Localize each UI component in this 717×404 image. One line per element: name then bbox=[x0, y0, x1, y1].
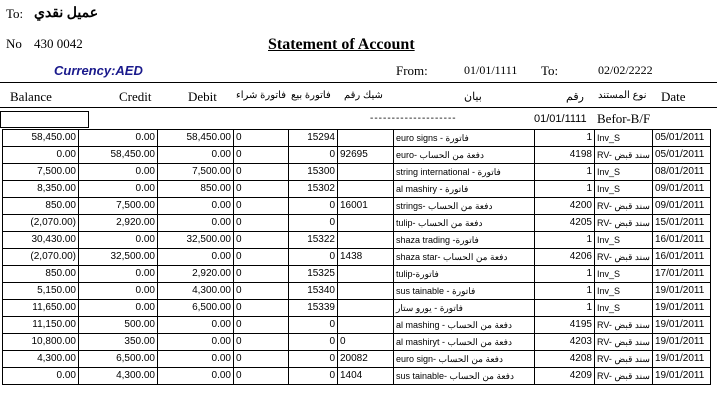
page-title: Statement of Account bbox=[268, 36, 415, 53]
to-label: To: bbox=[6, 6, 24, 21]
table-row bbox=[3, 181, 711, 198]
from-label: From: bbox=[396, 63, 428, 78]
table-row bbox=[3, 147, 711, 164]
opening-date: 01/01/1111 bbox=[534, 113, 587, 125]
cell-cheque-no: 16001 bbox=[338, 198, 394, 215]
table-row bbox=[3, 283, 711, 300]
cell-number: 4200 bbox=[535, 198, 595, 215]
cell-sales-invoice: 0 bbox=[289, 368, 338, 385]
cell-description: shaza trading -فاتورة bbox=[394, 232, 535, 249]
cell-balance: 10,800.00 bbox=[3, 334, 79, 351]
cell-date: 19/01/2011 bbox=[653, 283, 711, 300]
cell-purchase-invoice: 0 bbox=[234, 317, 289, 334]
cell-credit: 2,920.00 bbox=[79, 215, 158, 232]
cell-sales-invoice: 15339 bbox=[289, 300, 338, 317]
table-row bbox=[3, 130, 711, 147]
table-row bbox=[3, 334, 711, 351]
cell-number: 1 bbox=[535, 130, 595, 147]
cell-doc-type: RV- سند قبض bbox=[595, 198, 653, 215]
cell-cheque-no: 0 bbox=[338, 334, 394, 351]
cell-number: 4205 bbox=[535, 215, 595, 232]
col-doc-type: نوع المستند bbox=[598, 90, 647, 101]
cell-number: 1 bbox=[535, 266, 595, 283]
cell-debit: 850.00 bbox=[158, 181, 234, 198]
col-cheque-no: شيك رقم bbox=[344, 90, 383, 101]
col-description: بيان bbox=[464, 91, 482, 103]
cell-cheque-no bbox=[338, 130, 394, 147]
cell-number: 4209 bbox=[535, 368, 595, 385]
header-divider-bottom bbox=[0, 107, 717, 108]
cell-number: 4198 bbox=[535, 147, 595, 164]
cell-debit: 6,500.00 bbox=[158, 300, 234, 317]
cell-doc-type: RV- سند قبض bbox=[595, 368, 653, 385]
cell-debit: 0.00 bbox=[158, 317, 234, 334]
statement-number: 430 0042 bbox=[34, 36, 83, 51]
cell-doc-type: Inv_S bbox=[595, 232, 653, 249]
col-balance: Balance bbox=[10, 89, 52, 104]
no-label: No bbox=[6, 36, 22, 51]
table-row bbox=[3, 368, 711, 385]
col-number: رقم bbox=[566, 91, 584, 103]
cell-sales-invoice: 15322 bbox=[289, 232, 338, 249]
cell-purchase-invoice: 0 bbox=[234, 181, 289, 198]
cell-number: 1 bbox=[535, 181, 595, 198]
cell-sales-invoice: 0 bbox=[289, 351, 338, 368]
cell-date: 19/01/2011 bbox=[653, 317, 711, 334]
cell-credit: 350.00 bbox=[79, 334, 158, 351]
cell-credit: 0.00 bbox=[79, 266, 158, 283]
cell-sales-invoice: 0 bbox=[289, 249, 338, 266]
cell-debit: 0.00 bbox=[158, 215, 234, 232]
cell-credit: 0.00 bbox=[79, 130, 158, 147]
cell-sales-invoice: 15340 bbox=[289, 283, 338, 300]
cell-sales-invoice: 0 bbox=[289, 198, 338, 215]
cell-doc-type: RV- سند قبض bbox=[595, 147, 653, 164]
cell-doc-type: Inv_S bbox=[595, 130, 653, 147]
cell-cheque-no bbox=[338, 181, 394, 198]
cell-balance: (2,070.00) bbox=[3, 215, 79, 232]
cell-balance: 5,150.00 bbox=[3, 283, 79, 300]
cell-balance: 850.00 bbox=[3, 198, 79, 215]
cell-cheque-no bbox=[338, 300, 394, 317]
cell-number: 1 bbox=[535, 300, 595, 317]
cell-date: 16/01/2011 bbox=[653, 249, 711, 266]
cell-sales-invoice: 0 bbox=[289, 334, 338, 351]
cell-debit: 2,920.00 bbox=[158, 266, 234, 283]
cell-debit: 7,500.00 bbox=[158, 164, 234, 181]
cell-debit: 0.00 bbox=[158, 334, 234, 351]
cell-cheque-no bbox=[338, 232, 394, 249]
cell-purchase-invoice: 0 bbox=[234, 147, 289, 164]
cell-number: 4203 bbox=[535, 334, 595, 351]
cell-purchase-invoice: 0 bbox=[234, 266, 289, 283]
table-row bbox=[3, 351, 711, 368]
cell-balance: 11,150.00 bbox=[3, 317, 79, 334]
col-purchase-invoice: فاتورة شراء bbox=[236, 90, 286, 101]
cell-description: strings- دفعة من الحساب bbox=[394, 198, 535, 215]
cell-credit: 4,300.00 bbox=[79, 368, 158, 385]
cell-date: 19/01/2011 bbox=[653, 334, 711, 351]
table-row bbox=[3, 266, 711, 283]
cell-description: al mashiry - فاتورة bbox=[394, 181, 535, 198]
cell-doc-type: Inv_S bbox=[595, 164, 653, 181]
cell-description: euro signs - فاتورة bbox=[394, 130, 535, 147]
cell-debit: 0.00 bbox=[158, 351, 234, 368]
cell-balance: 8,350.00 bbox=[3, 181, 79, 198]
cell-date: 16/01/2011 bbox=[653, 232, 711, 249]
cell-credit: 0.00 bbox=[79, 300, 158, 317]
cell-doc-type: RV- سند قبض bbox=[595, 317, 653, 334]
cell-purchase-invoice: 0 bbox=[234, 198, 289, 215]
cell-purchase-invoice: 0 bbox=[234, 283, 289, 300]
cell-purchase-invoice: 0 bbox=[234, 334, 289, 351]
cell-credit: 58,450.00 bbox=[79, 147, 158, 164]
cell-cheque-no: 92695 bbox=[338, 147, 394, 164]
cell-balance: 11,650.00 bbox=[3, 300, 79, 317]
cell-balance: 7,500.00 bbox=[3, 164, 79, 181]
to-date: 02/02/2222 bbox=[598, 63, 653, 77]
cell-balance: 0.00 bbox=[3, 368, 79, 385]
cell-doc-type: Inv_S bbox=[595, 300, 653, 317]
cell-debit: 4,300.00 bbox=[158, 283, 234, 300]
col-debit: Debit bbox=[188, 89, 217, 104]
cell-date: 05/01/2011 bbox=[653, 147, 711, 164]
cell-description: sus tainable- دفعة من الحساب bbox=[394, 368, 535, 385]
cell-doc-type: Inv_S bbox=[595, 283, 653, 300]
cell-number: 4206 bbox=[535, 249, 595, 266]
cell-balance: 850.00 bbox=[3, 266, 79, 283]
cell-credit: 0.00 bbox=[79, 283, 158, 300]
cell-number: 1 bbox=[535, 164, 595, 181]
cell-purchase-invoice: 0 bbox=[234, 368, 289, 385]
cell-number: 4208 bbox=[535, 351, 595, 368]
table-row bbox=[3, 215, 711, 232]
cell-description: tulip- دفعة من الحساب bbox=[394, 215, 535, 232]
cell-description: al mashing - دفعة من الحساب bbox=[394, 317, 535, 334]
cell-description: فاتورة - يورو ستار bbox=[394, 300, 535, 317]
header-divider-top bbox=[0, 82, 717, 83]
cell-debit: 32,500.00 bbox=[158, 232, 234, 249]
table-row bbox=[3, 317, 711, 334]
cell-doc-type: RV- سند قبض bbox=[595, 215, 653, 232]
cell-cheque-no bbox=[338, 266, 394, 283]
cell-purchase-invoice: 0 bbox=[234, 232, 289, 249]
cell-date: 08/01/2011 bbox=[653, 164, 711, 181]
cell-balance: 58,450.00 bbox=[3, 130, 79, 147]
cell-sales-invoice: 15300 bbox=[289, 164, 338, 181]
col-credit: Credit bbox=[119, 89, 152, 104]
cell-doc-type: RV- سند قبض bbox=[595, 249, 653, 266]
cell-credit: 0.00 bbox=[79, 232, 158, 249]
cell-purchase-invoice: 0 bbox=[234, 130, 289, 147]
cell-credit: 0.00 bbox=[79, 181, 158, 198]
cell-date: 19/01/2011 bbox=[653, 351, 711, 368]
cell-purchase-invoice: 0 bbox=[234, 300, 289, 317]
cell-date: 17/01/2011 bbox=[653, 266, 711, 283]
opening-balance-box bbox=[0, 111, 89, 128]
opening-dashes: -------------------- bbox=[370, 113, 457, 124]
opening-label: Befor-B/F bbox=[597, 111, 651, 126]
cell-debit: 0.00 bbox=[158, 147, 234, 164]
cell-doc-type: Inv_S bbox=[595, 181, 653, 198]
cell-cheque-no: 20082 bbox=[338, 351, 394, 368]
cell-description: al mashiryt - دفعة من الحساب bbox=[394, 334, 535, 351]
cell-credit: 0.00 bbox=[79, 164, 158, 181]
cell-cheque-no: 1438 bbox=[338, 249, 394, 266]
cell-description: shaza star- دفعة من الحساب bbox=[394, 249, 535, 266]
transactions-table bbox=[2, 129, 711, 385]
currency-label: Currency:AED bbox=[54, 63, 143, 78]
cell-debit: 58,450.00 bbox=[158, 130, 234, 147]
from-date: 01/01/1111 bbox=[464, 63, 518, 77]
cell-credit: 6,500.00 bbox=[79, 351, 158, 368]
cell-cheque-no bbox=[338, 317, 394, 334]
cell-credit: 500.00 bbox=[79, 317, 158, 334]
cell-credit: 7,500.00 bbox=[79, 198, 158, 215]
cell-number: 1 bbox=[535, 232, 595, 249]
cell-date: 09/01/2011 bbox=[653, 198, 711, 215]
cell-debit: 0.00 bbox=[158, 368, 234, 385]
cell-description: sus tainable - فاتورة bbox=[394, 283, 535, 300]
cell-description: string international - فاتورة bbox=[394, 164, 535, 181]
cell-sales-invoice: 15302 bbox=[289, 181, 338, 198]
customer-name: عميل نقدي bbox=[34, 6, 99, 21]
cell-cheque-no bbox=[338, 164, 394, 181]
table-row bbox=[3, 198, 711, 215]
cell-doc-type: RV- سند قبض bbox=[595, 334, 653, 351]
cell-date: 19/01/2011 bbox=[653, 300, 711, 317]
table-row bbox=[3, 300, 711, 317]
cell-date: 15/01/2011 bbox=[653, 215, 711, 232]
cell-credit: 32,500.00 bbox=[79, 249, 158, 266]
cell-description: tulip-فاتورة bbox=[394, 266, 535, 283]
cell-description: euro sign- دفعة من الحساب bbox=[394, 351, 535, 368]
col-sales-invoice: فاتورة بيع bbox=[291, 90, 331, 101]
cell-purchase-invoice: 0 bbox=[234, 351, 289, 368]
cell-cheque-no bbox=[338, 215, 394, 232]
cell-doc-type: RV- سند قبض bbox=[595, 351, 653, 368]
cell-sales-invoice: 0 bbox=[289, 147, 338, 164]
cell-number: 4195 bbox=[535, 317, 595, 334]
cell-debit: 0.00 bbox=[158, 198, 234, 215]
cell-purchase-invoice: 0 bbox=[234, 215, 289, 232]
cell-balance: (2,070.00) bbox=[3, 249, 79, 266]
to-date-label: To: bbox=[541, 63, 559, 78]
cell-date: 05/01/2011 bbox=[653, 130, 711, 147]
cell-description: euro- دفعة من الحساب bbox=[394, 147, 535, 164]
cell-debit: 0.00 bbox=[158, 249, 234, 266]
cell-sales-invoice: 15294 bbox=[289, 130, 338, 147]
cell-sales-invoice: 0 bbox=[289, 317, 338, 334]
cell-date: 09/01/2011 bbox=[653, 181, 711, 198]
table-row bbox=[3, 232, 711, 249]
cell-balance: 30,430.00 bbox=[3, 232, 79, 249]
cell-balance: 4,300.00 bbox=[3, 351, 79, 368]
cell-sales-invoice: 0 bbox=[289, 215, 338, 232]
cell-purchase-invoice: 0 bbox=[234, 164, 289, 181]
cell-date: 19/01/2011 bbox=[653, 368, 711, 385]
cell-balance: 0.00 bbox=[3, 147, 79, 164]
cell-purchase-invoice: 0 bbox=[234, 249, 289, 266]
col-date: Date bbox=[661, 89, 686, 104]
table-row bbox=[3, 164, 711, 181]
cell-doc-type: Inv_S bbox=[595, 266, 653, 283]
cell-cheque-no bbox=[338, 283, 394, 300]
cell-cheque-no: 1404 bbox=[338, 368, 394, 385]
cell-sales-invoice: 15325 bbox=[289, 266, 338, 283]
cell-number: 1 bbox=[535, 283, 595, 300]
table-row bbox=[3, 249, 711, 266]
